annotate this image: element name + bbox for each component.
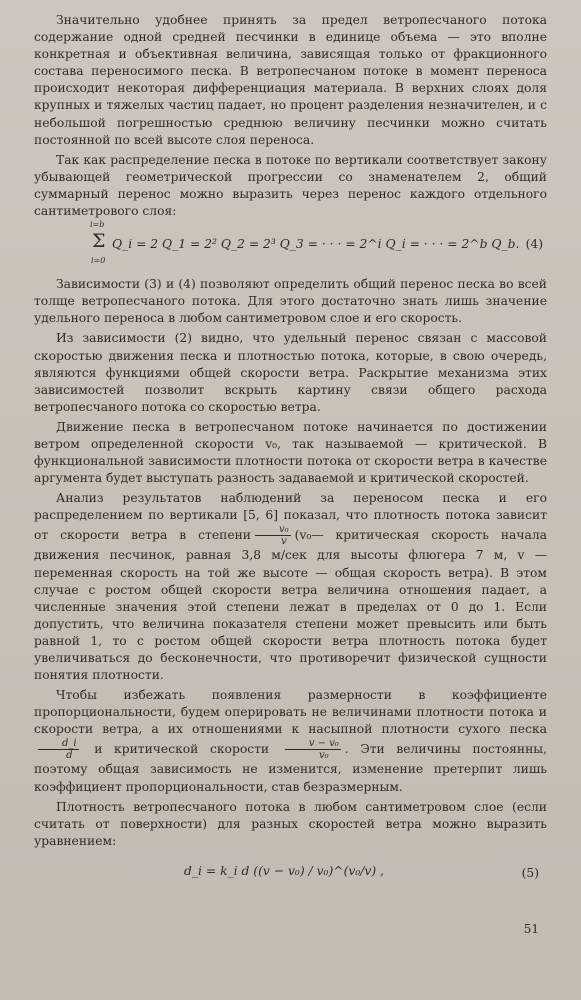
fraction-dv-over-v0 (285, 738, 341, 761)
paragraph-7-end: . Эти величины постоянны, поэтому общая зависимость не изменится, изменение претерпит лишь коэффициент пропорциональности, став безразмерным. (34, 742, 547, 794)
formula-5-number: (5) (521, 865, 539, 880)
fraction-v0-over-v (255, 524, 291, 547)
fraction-di-over-d (38, 738, 79, 761)
fraction-di-over-d-denominator: d (66, 750, 73, 762)
fraction-dv-over-v0-denominator: v₀ (318, 750, 329, 762)
paragraph-7-middle: и критической скорости (94, 742, 270, 757)
formula-5-body: d_i = k_i d ((v − v₀) / v₀)^(v₀/v) , (184, 863, 384, 878)
paragraph-6-end: (v₀— критическая скорость начала движения песчинок, равная 3,8 м/сек для высоты флюгера 7 м, v — переменная скорость на той же высоте — общая скорость ветра). В этом случае с ростом общей скорости ветра величина отношения падает, а численные значения этой степени лежат в пределах от 0 до 1. Если допустить, что величина показателя степени может превысить или быть равной 1, то с ростом общей скорости ветра плотность потока будет увеличиваться до бесконечности, что противоречит физической сущности понятия плотности. (34, 528, 547, 683)
formula-4-sum-sign: Σ (92, 230, 106, 253)
page-number: 51 (523, 922, 539, 936)
formula-4 (34, 220, 547, 276)
formula-5 (34, 850, 547, 912)
paragraph-6 (34, 490, 547, 684)
formula-4-lower-limit: i=0 (91, 256, 106, 266)
paragraph-6-start: Анализ результатов наблюдений за переносом песка и его распределением по вертикали [5, 6] показал, что плотность потока зависит от скорости ветра в степени (34, 491, 547, 543)
paragraph-1: Значительно удобнее принять за предел ветропесчаного потока содержание одной средней песчинки в единице объема — это вполне конкретная и объективная величина, зависящая только от фракционного состава переносимого песка. В ветропесчаном потоке в момент переноса происходит некоторая дифференциация материала. В верхних слоях доля крупных и тяжелых частиц падает, но процент разделения незначителен, и с небольшой погрешностью среднюю величину песчинки можно считать постоянной по всей высоте слоя переноса. (34, 13, 547, 147)
paragraph-5: Движение песка в ветропесчаном потоке начинается по достижении ветром определенной скорости v₀, так называемой — критической. В функциональной зависимости плотности потока от скорости ветра в качестве аргумента будет выступать разность задаваемой и критической скоростей. (34, 419, 547, 486)
paragraph-7 (34, 687, 547, 795)
paragraph-4: Из зависимости (2) видно, что удельный перенос связан с массовой скоростью движения песка и плотностью потока, которые, в свою очередь, являются функциями общей скорости ветра. Раскрытие механизма этих зависимостей позволит вскрыть картину связи общего расхода ветропесчаного потока со скоростью ветра. (34, 331, 547, 414)
paragraph-7-start: Чтобы избежать появления размерности в коэффициенте пропорциональности, будем оперировать не величинами плотности потока и скорости ветра, а их отношениями к насыпной плотности сухого песка (34, 688, 547, 737)
fraction-dv-over-v0-numerator: v − v₀ (285, 738, 341, 750)
paragraph-3: Зависимости (3) и (4) позволяют определить общий перенос песка во всей толще ветропесчаного потока. Для этого достаточно знать лишь значение удельного переноса в любом сантиметровом слое и его скорость. (34, 277, 547, 326)
fraction-v0-over-v-denominator: v (280, 536, 287, 548)
formula-4-number: (4) (525, 237, 543, 252)
paragraph-2: Так как распределение песка в потоке по вертикали соответствует закону убывающей геометрической прогрессии со знаменателем 2, общий суммарный перенос можно выразить через перенос каждого отдельного сантиметрового слоя: (34, 152, 547, 219)
formula-4-body: Q_i = 2 Q_1 = 2² Q_2 = 2³ Q_3 = · · · = 2^i Q_i = · · · = 2^b Q_b. (112, 237, 520, 252)
formula-4-upper-limit: i=b (90, 220, 105, 230)
fraction-di-over-d-numerator: d_i (38, 738, 79, 750)
fraction-v0-over-v-numerator: v₀ (255, 524, 291, 536)
paragraph-8: Плотность ветропесчаного потока в любом сантиметровом слое (если считать от поверхности) для разных скоростей ветра можно выразить уравнением: (34, 799, 547, 848)
